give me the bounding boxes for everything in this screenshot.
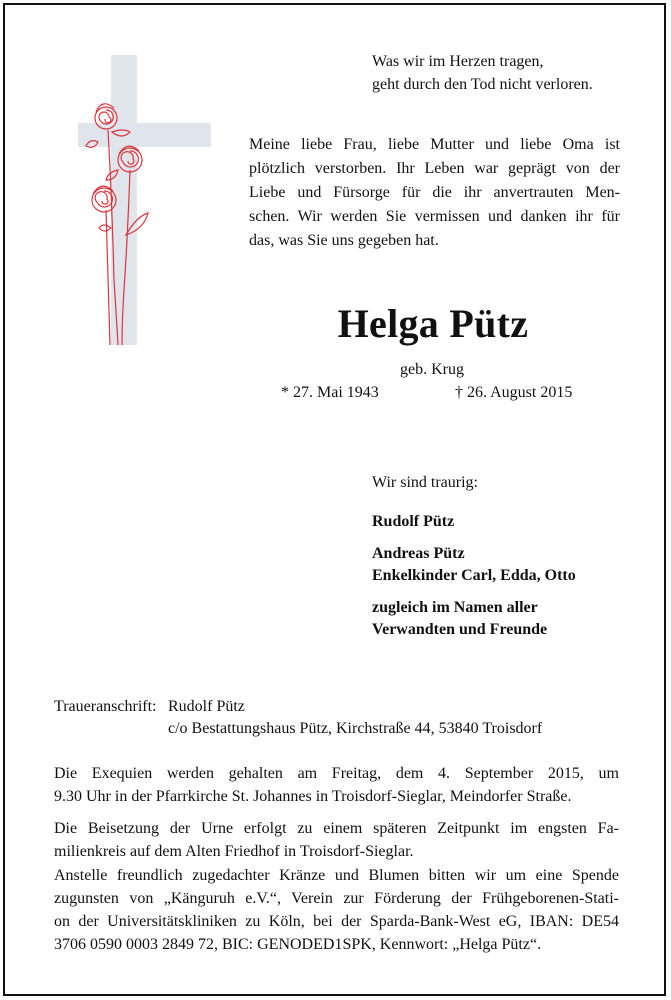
address-label: Traueranschrift: xyxy=(54,698,157,715)
paragraph-line: Die Exequien werden gehalten am Freitag, dem 4. September 2015, um xyxy=(54,765,619,782)
intro-line: schen. Wir werden Sie vermissen und danken ihr für xyxy=(249,208,620,225)
paragraph-line: 9.30 Uhr in der Pfarrkirche St. Johannes in Troisdorf-Sieglar, Meindorfer Straße. xyxy=(54,788,572,805)
address-name: Rudolf Pütz xyxy=(168,698,245,715)
paragraph-line: zugunsten von „Känguruh e.V.“, Verein zur Förderung der Frühgeborenen-Stati- xyxy=(54,890,619,907)
death-date: † 26. August 2015 xyxy=(455,384,573,401)
intro-paragraph xyxy=(249,133,620,253)
mourner-name: Andreas Pütz xyxy=(372,545,465,562)
mourner-name: Verwandten und Freunde xyxy=(372,621,548,638)
deceased-name: Helga Pütz xyxy=(337,301,529,346)
birth-date: * 27. Mai 1943 xyxy=(281,384,379,401)
exequien-paragraph xyxy=(54,762,619,808)
mourner-name: Enkelkinder Carl, Edda, Otto xyxy=(372,567,576,584)
paragraph-line: on der Universitätskliniken zu Köln, bei der Sparda-Bank-West eG, IBAN: DE54 xyxy=(54,913,619,930)
intro-line: plötzlich verstorben. Ihr Leben war geprägt von der xyxy=(249,160,620,177)
quote-line: geht durch den Tod nicht verloren. xyxy=(372,76,593,93)
paragraph-line: milienkreis auf dem Alten Friedhof in Troisdorf-Sieglar. xyxy=(54,843,414,860)
address-line: c/o Bestattungshaus Pütz, Kirchstraße 44, 53840 Troisdorf xyxy=(168,720,543,737)
intro-line: Meine liebe Frau, liebe Mutter und liebe Oma ist xyxy=(249,136,620,153)
intro-line: Liebe und Fürsorge für die ihr anvertrauten Men- xyxy=(249,184,620,201)
paragraph-line: Die Beisetzung der Urne erfolgt zu einem späteren Zeitpunkt im engsten Fa- xyxy=(54,820,619,837)
paragraph-line: Anstelle freundlich zugedachter Kränze und Blumen bitten wir um eine Spende xyxy=(54,867,619,884)
birth-name: geb. Krug xyxy=(400,361,464,378)
mourners-intro: Wir sind traurig: xyxy=(372,474,478,491)
paragraph-line: 3706 0590 0003 2849 72, BIC: GENODED1SPK, Kennwort: „Helga Pütz“. xyxy=(54,936,542,953)
intro-line: das, was Sie uns gegeben hat. xyxy=(249,232,439,249)
mourner-name: Rudolf Pütz xyxy=(372,513,455,530)
quote-line: Was wir im Herzen tragen, xyxy=(372,53,544,70)
quote xyxy=(372,50,593,96)
burial-paragraph xyxy=(54,817,619,863)
mourner-name: zugleich im Namen aller xyxy=(372,599,538,616)
donation-paragraph xyxy=(54,864,619,956)
